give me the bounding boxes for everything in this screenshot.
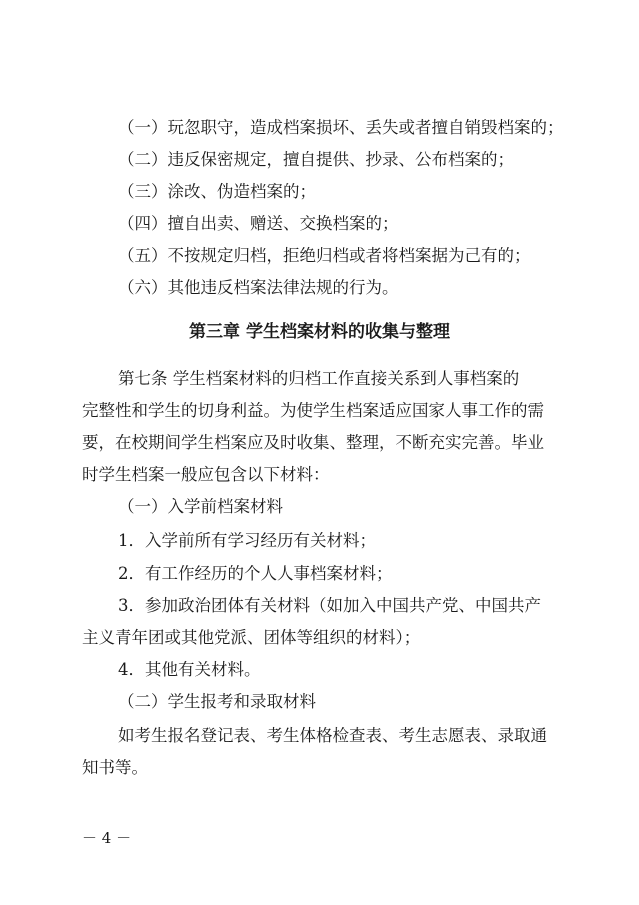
section-1-item: 3．参加政治团体有关材料（如加入中国共产党、中国共产: [118, 596, 541, 615]
list-item: （六）其他违反档案法律法规的行为。: [118, 278, 399, 297]
article-7-line: 完整性和学生的切身利益。为使学生档案适应国家人事工作的需: [82, 401, 544, 420]
section-1-item-continued: 主义青年团或其他党派、团体等组织的材料）；: [82, 628, 421, 647]
list-item: （三）涂改、伪造档案的；: [118, 182, 316, 201]
section-1-item: 1．入学前所有学习经历有关材料；: [118, 531, 376, 550]
article-7-line: 时学生档案一般应包含以下材料：: [82, 465, 330, 484]
section-1-item: 2．有工作经历的个人人事档案材料；: [118, 564, 393, 583]
list-item: （四）擅自出卖、赠送、交换档案的；: [118, 214, 399, 233]
section-1-item: 4．其他有关材料。: [118, 660, 261, 679]
list-item: （二）违反保密规定，擅自提供、抄录、公布档案的；: [118, 150, 514, 169]
article-7-line: 第七条 学生档案材料的归档工作直接关系到人事档案的: [118, 369, 520, 388]
section-2-text: 如考生报名登记表、考生体格检查表、考生志愿表、录取通: [118, 726, 547, 745]
page-number: － 4 －: [82, 829, 132, 847]
list-item: （五）不按规定归档，拒绝归档或者将档案据为己有的；: [118, 246, 531, 265]
chapter-title: 第三章 学生档案材料的收集与整理: [189, 322, 450, 342]
list-item: （一）玩忽职守，造成档案损坏、丢失或者擅自销毁档案的；: [118, 118, 564, 137]
article-7-line: 要，在校期间学生档案应及时收集、整理，不断充实完善。毕业: [82, 433, 544, 452]
section-1-title: （一）入学前档案材料: [118, 497, 283, 516]
section-2-text: 知书等。: [82, 758, 148, 777]
section-2-title: （二）学生报考和录取材料: [118, 692, 316, 711]
